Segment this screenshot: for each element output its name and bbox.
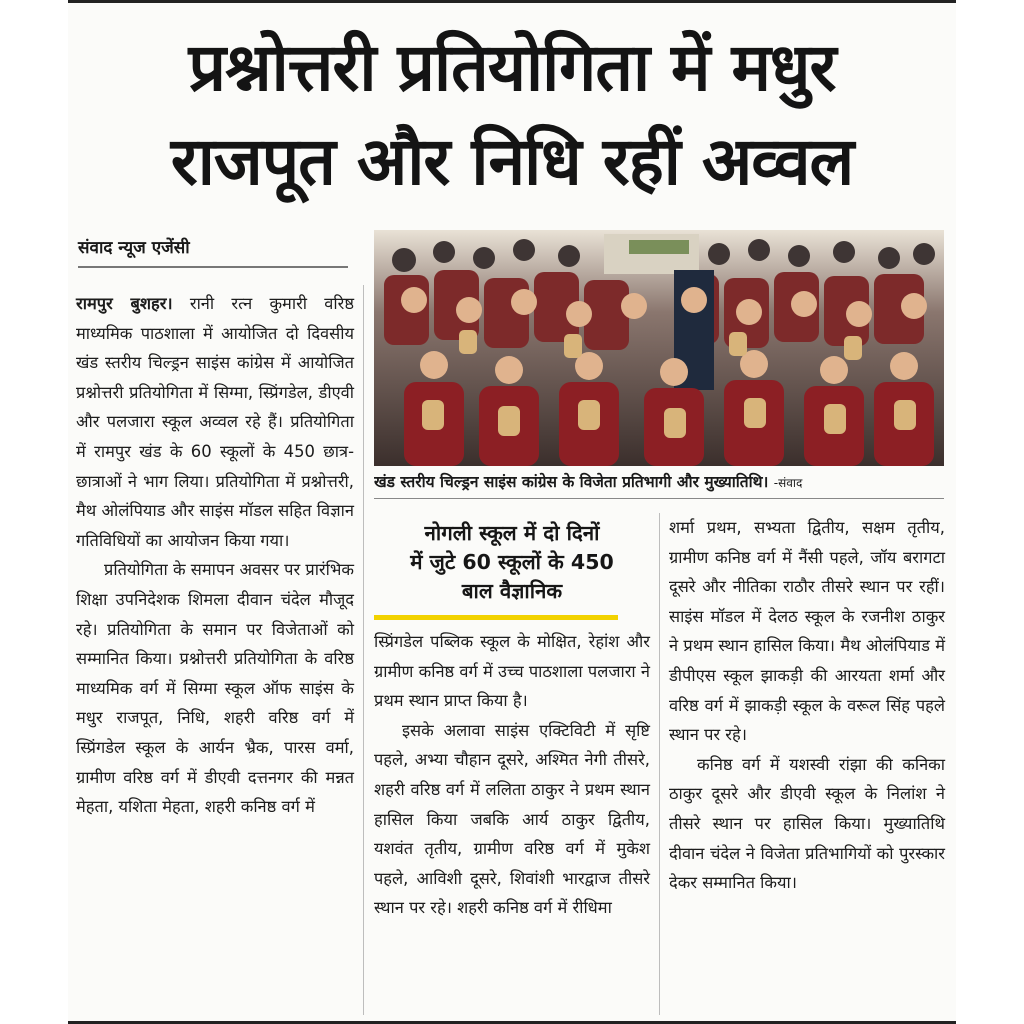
pull-quote-line-1: नोगली स्कूल में दो दिनों bbox=[424, 521, 600, 545]
byline: संवाद न्यूज एजेंसी bbox=[78, 234, 348, 268]
column-divider bbox=[659, 513, 660, 1015]
paragraph: प्रतियोगिता के समापन अवसर पर प्रारंभिक शिक्षा उपनिदेशक शिमला दीवान चंदेल मौजूद रहे। प्रतियोगिता के समान पर विजेताओं को सम्मानित किया। प्रश्नोत्तरी प्रतियोगिता के वरिष्ठ माध्यमिक वर्ग में सिग्मा स्कूल ऑफ साइंस के मधुर राजपूत, निधि, शहरी वरिष्ठ वर्ग में स्प्रिंगडेल स्कूल के आर्यन भ्रैक, पारस वर्मा, ग्रामीण वरिष्ठ वर्ग में डीएवी दत्तनगर की मन्नत मेहता, यशिता मेहता, शहरी कनिष्ठ वर्ग में bbox=[76, 560, 354, 817]
photo-credit: -संवाद bbox=[773, 476, 803, 490]
article-column-2 bbox=[374, 627, 650, 923]
paragraph: कनिष्ठ वर्ग में यशस्वी रांझा की कनिका ठाकुर दूसरे और डीएवी स्कूल के निलांश ने तीसरे स्थान पर हासिल किया। मुख्यातिथि दीवान चंदेल ने विजेता प्रतिभागियों को पुरस्कार देकर सम्मानित किया। bbox=[669, 754, 945, 893]
group-photo-illustration bbox=[374, 230, 944, 466]
newspaper-clipping bbox=[68, 0, 956, 1024]
photo-caption-text: खंड स्तरीय चिल्ड्रन साइंस कांग्रेस के विजेता प्रतिभागी और मुख्यातिथि। bbox=[374, 473, 769, 491]
headline-line-2: राजपूत और निधि रहीं अव्वल bbox=[170, 123, 854, 200]
pull-quote-line-2: में जुटे 60 स्कूलों के 450 bbox=[410, 550, 614, 574]
group-photo bbox=[374, 230, 944, 466]
paragraph: शर्मा प्रथम, सभ्यता द्वितीय, सक्षम तृतीय, ग्रामीण कनिष्ठ वर्ग में नैंसी पहले, जॉय बरागटा दूसरे और नीतिका राठौर तीसरे स्थान पर रहीं। साइंस मॉडल में देलठ स्कूल के रजनीश ठाकुर ने प्रथम स्थान हासिल किया। मैथ ओलंपियाड में डीपीएस स्कूल झाकड़ी की आरयता शर्मा और वरिष्ठ वर्ग में झाकड़ी स्कूल के वरूल सिंह पहले स्थान पर रहे। bbox=[669, 518, 945, 745]
article-column-1 bbox=[76, 289, 354, 822]
article-column-3 bbox=[669, 513, 945, 898]
pull-quote-underline bbox=[374, 615, 618, 620]
headline-line-1: प्रश्नोत्तरी प्रतियोगिता में मधुर bbox=[188, 29, 836, 106]
pull-quote bbox=[374, 519, 650, 606]
paragraph-text: रानी रत्न कुमारी वरिष्ठ माध्यमिक पाठशाला में आयोजित दो दिवसीय खंड स्तरीय चिल्ड्रन साइंस कांग्रेस में आयोजित प्रश्नोत्तरी प्रतियोगिता में सिग्मा, स्प्रिंगडेल, डीएवी और पलजारा स्कूल अव्वल रहे हैं। प्रतियोगिता में रामपुर खंड के 60 स्कूलों के 450 छात्र-छात्राओं ने भाग लिया। प्रतियोगिता में प्रश्नोत्तरी, मैथ ओलंपियाड और साइंस मॉडल सहित विज्ञान गतिविधियों का आयोजन किया गया। bbox=[76, 294, 354, 550]
photo-caption bbox=[374, 469, 944, 499]
column-divider bbox=[363, 285, 364, 1015]
paragraph: इसके अलावा साइंस एक्टिविटी में सृष्टि पहले, अभ्या चौहान दूसरे, अश्मित नेगी तीसरे, शहरी वरिष्ठ वर्ग में ललिता ठाकुर ने प्रथम स्थान हासिल किया जबकि आर्य ठाकुर द्वितीय, यशवंत तृतीय, ग्रामीण वरिष्ठ वर्ग में मुकेश पहले, आविशी दूसरे, शिवांशी भारद्वाज तीसरे स्थान पर रहे। शहरी कनिष्ठ वर्ग में रीधिमा bbox=[374, 720, 650, 918]
dateline: रामपुर बुशहर। bbox=[76, 294, 173, 313]
headline bbox=[78, 21, 946, 209]
paragraph bbox=[76, 289, 354, 555]
paragraph: स्प्रिंगडेल पब्लिक स्कूल के मोक्षित, रेहांश और ग्रामीण कनिष्ठ वर्ग में उच्च पाठशाला पलजारा ने प्रथम स्थान प्राप्त किया है। bbox=[374, 632, 650, 711]
pull-quote-line-3: बाल वैज्ञानिक bbox=[461, 579, 563, 603]
